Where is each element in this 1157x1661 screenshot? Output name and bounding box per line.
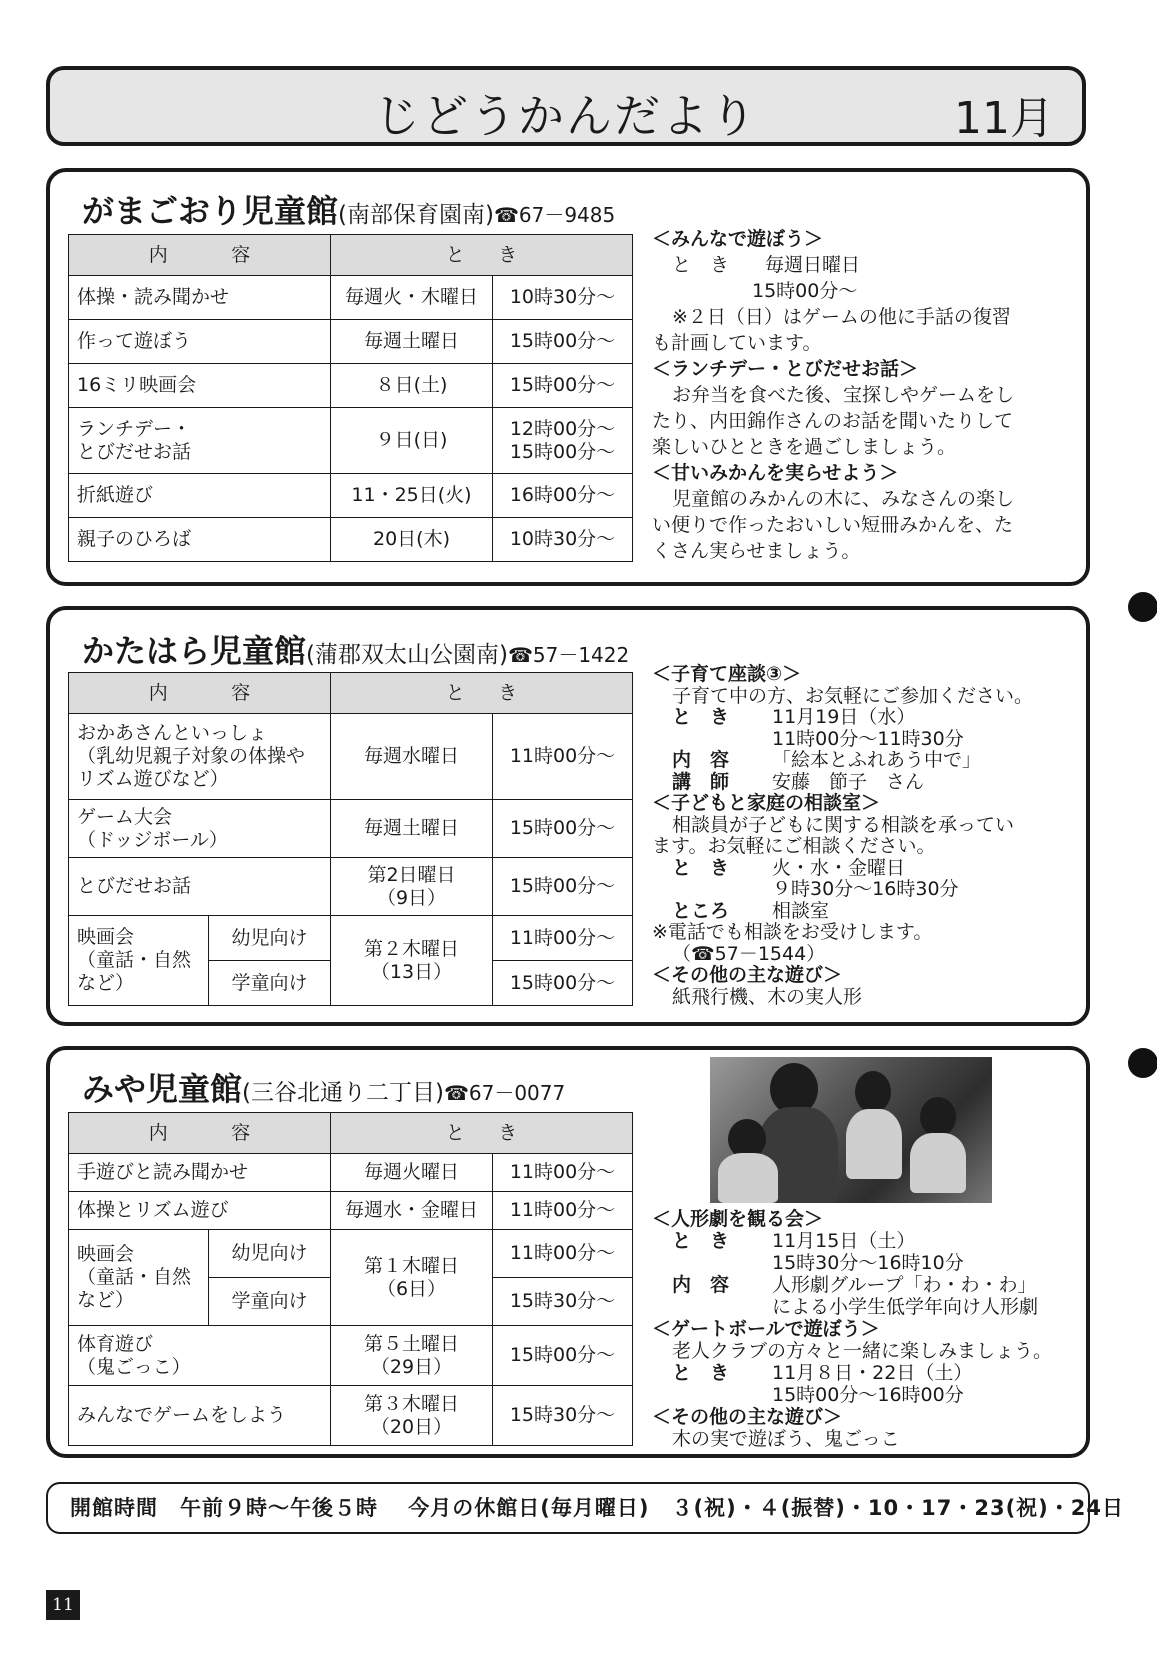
newsletter-header — [46, 66, 1086, 146]
center-tel: ☎67－0077 — [443, 1081, 566, 1105]
table-row: 体操とリズム遊び 毎週水・金曜日 11時00分～ — [69, 1192, 633, 1230]
table-row: おかあさんといっしょ （乳幼児親子対象の体操や リズム遊びなど） 毎週水曜日 11時00分～ — [69, 714, 633, 800]
schedule-table — [68, 234, 633, 562]
page-number: 11 — [46, 1590, 80, 1620]
schedule-table — [68, 672, 633, 1006]
table-row: 手遊びと読み聞かせ 毎週火曜日 11時00分～ — [69, 1154, 633, 1192]
center-tel: ☎57－1422 — [507, 643, 630, 667]
table-row: みんなでゲームをしよう 第３木曜日 （20日） 15時30分～ — [69, 1386, 633, 1446]
margin-dot — [1128, 1048, 1157, 1078]
table-row: ランチデー・ とびだせお話 ９日(日) 12時00分～ 15時00分～ — [69, 408, 633, 474]
panel-title — [82, 1064, 565, 1110]
table-row: とびだせお話 第2日曜日 （9日） 15時00分～ — [69, 858, 633, 916]
center-name: がまごおり児童館 — [82, 192, 339, 230]
panel-title — [82, 626, 629, 672]
table-row: 親子のひろば 20日(木) 10時30分～ — [69, 518, 633, 562]
schedule-table — [68, 1112, 633, 1446]
table-header: 内 容 と き — [69, 235, 633, 276]
center-name: みや児童館 — [82, 1070, 243, 1108]
table-row: 16ミリ映画会 ８日(土) 15時00分～ — [69, 364, 633, 408]
panel-gamagori — [46, 168, 1090, 586]
table-row: 折紙遊び 11・25日(火) 16時00分～ — [69, 474, 633, 518]
panel-notes: ＜子育て座談③＞ 子育て中の方、お気軽にご参加ください。 と き 11月19日（水） 11時00分～11時30分 内 容 「絵本とふれあう中で」 講 師 安藤 節子 さん ＜子どもと家庭の相談室＞ 相談員が子どもに関する相談を承ってい ます。お気軽にご相談ください。 と き 火・水・金曜日 ９時30分～16時30分 ところ 相談室 ※電話でも相談をお受けします。 （☎57－1544） ＜その他の主な遊び＞ 紙飛行機、木の実人形 — [652, 663, 1034, 1008]
panel-notes: ＜みんなで遊ぼう＞ と き 毎週日曜日 15時00分～ ※２日（日）はゲームの他に手話の復習 も計画しています。 ＜ランチデー・とびだせお話＞ お弁当を食べた後、宝探しやゲームをし たり、内田錦作さんのお話を聞いたりして 楽しいひとときを過ごしましょう。 ＜甘いみかんを実らせよう＞ 児童館のみかんの木に、みなさんの楽し い便りで作ったおいしい短冊みかんを、た くさん実らせましょう。 — [652, 228, 1015, 562]
table-header: 内 容 と き — [69, 673, 633, 714]
table-row: 作って遊ぼう 毎週土曜日 15時00分～ — [69, 320, 633, 364]
children-activity-photo — [710, 1057, 992, 1203]
table-row: ゲーム大会 （ドッジボール） 毎週土曜日 15時00分～ — [69, 800, 633, 858]
panel-katahara — [46, 606, 1090, 1026]
opening-hours-bar: 開館時間 午前９時～午後５時 今月の休館日(毎月曜日) ３(祝)・４(振替)・10・17・23(祝)・24日 — [46, 1482, 1090, 1534]
table-row: 学童向け 15時30分～ — [69, 1278, 633, 1326]
center-location: (南部保育園南) — [338, 202, 494, 228]
center-tel: ☎67－9485 — [493, 203, 616, 227]
table-row: 映画会 （童話・自然 など） 幼児向け 第２木曜日 （13日） 11時00分～ — [69, 916, 633, 961]
table-row: 体育遊び （鬼ごっこ） 第５土曜日 （29日） 15時00分～ — [69, 1326, 633, 1386]
center-name: かたはら児童館 — [82, 632, 307, 670]
table-row: 映画会 （童話・自然 など） 幼児向け 第１木曜日 （6日） 11時00分～ — [69, 1230, 633, 1278]
newsletter-title: じどうかんだより — [374, 89, 758, 143]
table-row: 学童向け 15時00分～ — [69, 961, 633, 1006]
center-location: (蒲郡双太山公園南) — [306, 642, 508, 668]
margin-dot — [1128, 592, 1157, 622]
table-header: 内 容 と き — [69, 1113, 633, 1154]
panel-title — [82, 186, 615, 232]
center-location: (三谷北通り二丁目) — [242, 1080, 444, 1106]
newsletter-month: 11月 — [954, 93, 1054, 144]
panel-notes: ＜人形劇を観る会＞ と き 11月15日（土） 15時30分～16時10分 内 容 人形劇グループ「わ・わ・わ」 による小学生低学年向け人形劇 ＜ゲートボールで遊ぼう＞ 老人クラブの方々と一緒に楽しみましょう。 と き 11月８日・22日（土） 15時00分～16時00分 ＜その他の主な遊び＞ 木の実で遊ぼう、鬼ごっこ — [652, 1208, 1053, 1450]
table-row: 体操・読み聞かせ 毎週火・木曜日 10時30分～ — [69, 276, 633, 320]
